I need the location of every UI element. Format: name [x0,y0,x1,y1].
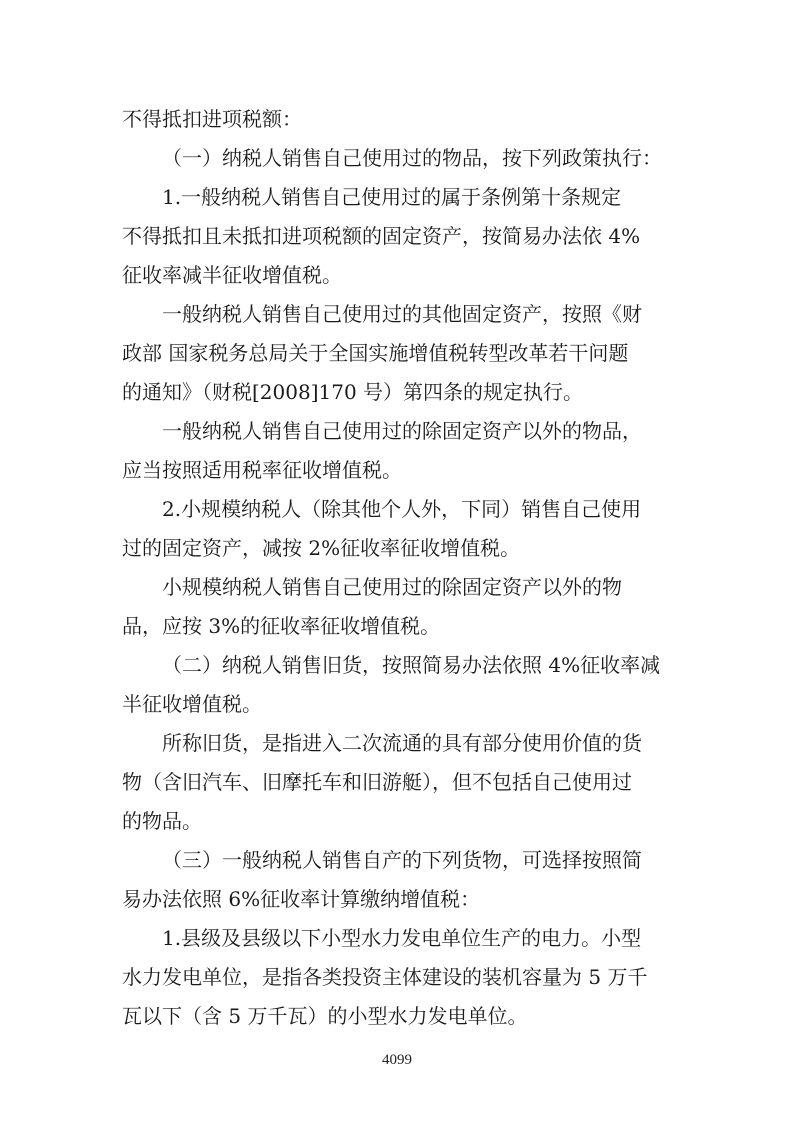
text-line: 品，应按 3%的征收率征收增值税。 [122,614,441,638]
text-line: 应当按照适用税率征收增值税。 [122,458,402,482]
page-number: 4099 [382,1052,412,1068]
text-line: 所称旧货，是指进入二次流通的具有部分使用价值的货 [162,731,642,755]
text-line: 不得抵扣进项税额： [122,107,302,131]
text-line: （二）纳税人销售旧货，按照简易办法依照 4%征收率减 [162,653,661,677]
text-line: 半征收增值税。 [122,692,262,716]
text-line: 1.一般纳税人销售自己使用过的属于条例第十条规定 [162,185,622,209]
text-line: 过的固定资产，减按 2%征收率征收增值税。 [122,536,521,560]
text-line: 小规模纳税人销售自己使用过的除固定资产以外的物 [162,575,622,599]
text-line: （一）纳税人销售自己使用过的物品，按下列政策执行： [162,146,662,170]
text-line: 物（含旧汽车、旧摩托车和旧游艇），但不包括自己使用过 [122,770,632,794]
text-line: 的物品。 [122,809,202,833]
text-line: 的通知》（财税[2008]170 号）第四条的规定执行。 [122,380,584,404]
text-line: 1.县级及县级以下小型水力发电单位生产的电力。小型 [162,926,642,950]
text-line: 一般纳税人销售自己使用过的除固定资产以外的物品， [162,419,642,443]
text-line: 一般纳税人销售自己使用过的其他固定资产，按照《财 [162,302,642,326]
text-line: 不得抵扣且未抵扣进项税额的固定资产，按简易办法依 4% [122,224,641,248]
text-line: 易办法依照 6%征收率计算缴纳增值税： [122,887,481,911]
text-line: 水力发电单位，是指各类投资主体建设的装机容量为 5 万千 [122,965,648,989]
text-line: （三）一般纳税人销售自产的下列货物，可选择按照简 [162,848,642,872]
text-line: 政部 国家税务总局关于全国实施增值税转型改革若干问题 [122,341,629,365]
text-line: 征收率减半征收增值税。 [122,263,342,287]
text-line: 2.小规模纳税人（除其他个人外，下同）销售自己使用 [162,497,642,521]
text-line: 瓦以下（含 5 万千瓦）的小型水力发电单位。 [122,1004,528,1028]
